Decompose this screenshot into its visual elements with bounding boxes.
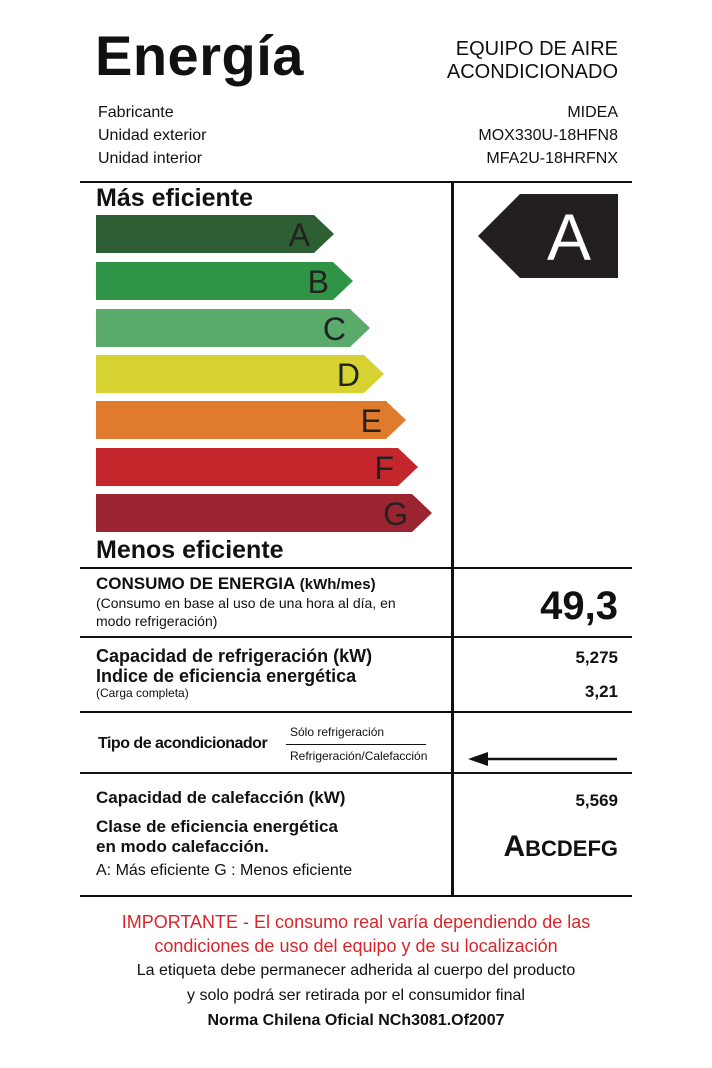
arrow-left-icon (468, 748, 620, 770)
column-divider (451, 181, 454, 896)
type-option-cooling-heating: Refrigeración/Calefacción (290, 749, 428, 763)
standard-reference: Norma Chilena Oficial NCh3081.Of2007 (207, 1012, 505, 1029)
efficiency-bar-tip (398, 448, 418, 486)
consumption-heading-text: CONSUMO DE ENERGIA (96, 574, 296, 593)
efficiency-bar-tip (314, 215, 334, 253)
efficiency-bar-letter: E (360, 403, 382, 439)
outdoor-unit-value: MOX330U-18HFN8 (478, 127, 618, 144)
consumption-note-line1: (Consumo en base al uso de una hora al día, en (96, 595, 396, 611)
type-option-separator (286, 744, 426, 745)
efficiency-bar-letter: F (374, 450, 394, 486)
divider (80, 711, 632, 713)
heating-capacity-label: Capacidad de calefacción (kW) (96, 788, 346, 807)
efficiency-bar-tip (386, 401, 406, 439)
divider (80, 567, 632, 569)
manufacturer-value: MIDEA (567, 104, 618, 121)
heating-class-value (503, 830, 618, 864)
efficiency-bar-g (96, 494, 432, 532)
rating-arrow (478, 194, 520, 278)
product-type-line1: EQUIPO DE AIRE (455, 38, 618, 60)
consumption-value: 49,3 (540, 584, 618, 628)
efficiency-bar-tip (364, 355, 384, 393)
outdoor-unit-label: Unidad exterior (98, 127, 207, 144)
heating-capacity-value: 5,569 (575, 791, 618, 810)
divider (80, 636, 632, 638)
divider (80, 772, 632, 774)
heating-class-label-line1: Clase de eficiencia energética (96, 817, 338, 836)
label-notice-line1: La etiqueta debe permanecer adherida al cuerpo del producto (136, 962, 576, 979)
rating-letter: A (546, 200, 592, 274)
important-note-line1: IMPORTANTE - El consumo real varía dependiendo de las (121, 912, 591, 932)
efficiency-bar-tip (350, 309, 370, 347)
cooling-capacity-label: Capacidad de refrigeración (kW) (96, 646, 373, 666)
efficiency-bar-letter: B (307, 264, 329, 300)
indoor-unit-label: Unidad interior (98, 150, 203, 167)
product-type (447, 38, 618, 84)
page-title: Energía (95, 24, 304, 87)
important-note-line2: condiciones de uso del equipo y de su localización (154, 936, 558, 956)
efficiency-bar-letter: A (288, 217, 310, 253)
cooling-capacity-value: 5,275 (575, 648, 618, 667)
efficiency-bar-c (96, 309, 370, 347)
efficiency-bar-d (96, 355, 384, 393)
divider (80, 181, 632, 183)
product-type-line2: ACONDICIONADO (446, 61, 618, 83)
divider (80, 895, 632, 897)
efficiency-bar-a (96, 215, 334, 253)
heating-class-rest: BCDEFG (525, 836, 618, 861)
efficiency-bar-tip (333, 262, 353, 300)
manufacturer-label: Fabricante (98, 104, 174, 121)
efficiency-bar-letter: D (336, 357, 360, 393)
heating-class-first: A (503, 830, 526, 863)
scale-top-label: Más eficiente (96, 184, 254, 212)
indoor-unit-value: MFA2U-18HRFNX (486, 150, 618, 167)
efficiency-bar-f (96, 448, 418, 486)
consumption-heading (96, 574, 376, 594)
efficiency-bar-e (96, 401, 406, 439)
consumption-note-line2: modo refrigeración) (96, 613, 218, 629)
conditioner-type-label: Tipo de acondicionador (98, 735, 268, 752)
efficiency-index-label: Indice de eficiencia energética (96, 666, 357, 686)
type-option-cooling-only: Sólo refrigeración (290, 725, 385, 739)
efficiency-bar-letter: G (383, 496, 408, 532)
efficiency-index-note: (Carga completa) (96, 686, 189, 700)
rating-indicator (478, 194, 618, 278)
efficiency-bar-b (96, 262, 353, 300)
efficiency-bar-letter: C (322, 311, 346, 347)
efficiency-index-value: 3,21 (584, 682, 618, 701)
heating-class-legend: A: Más eficiente G : Menos eficiente (96, 862, 353, 879)
label-notice-line2: y solo podrá ser retirada por el consumidor final (187, 987, 525, 1004)
consumption-unit: (kWh/mes) (299, 576, 376, 593)
scale-bottom-label: Menos eficiente (96, 536, 284, 564)
efficiency-bar-tip (412, 494, 432, 532)
heating-class-label-line2: en modo calefacción. (96, 837, 269, 856)
